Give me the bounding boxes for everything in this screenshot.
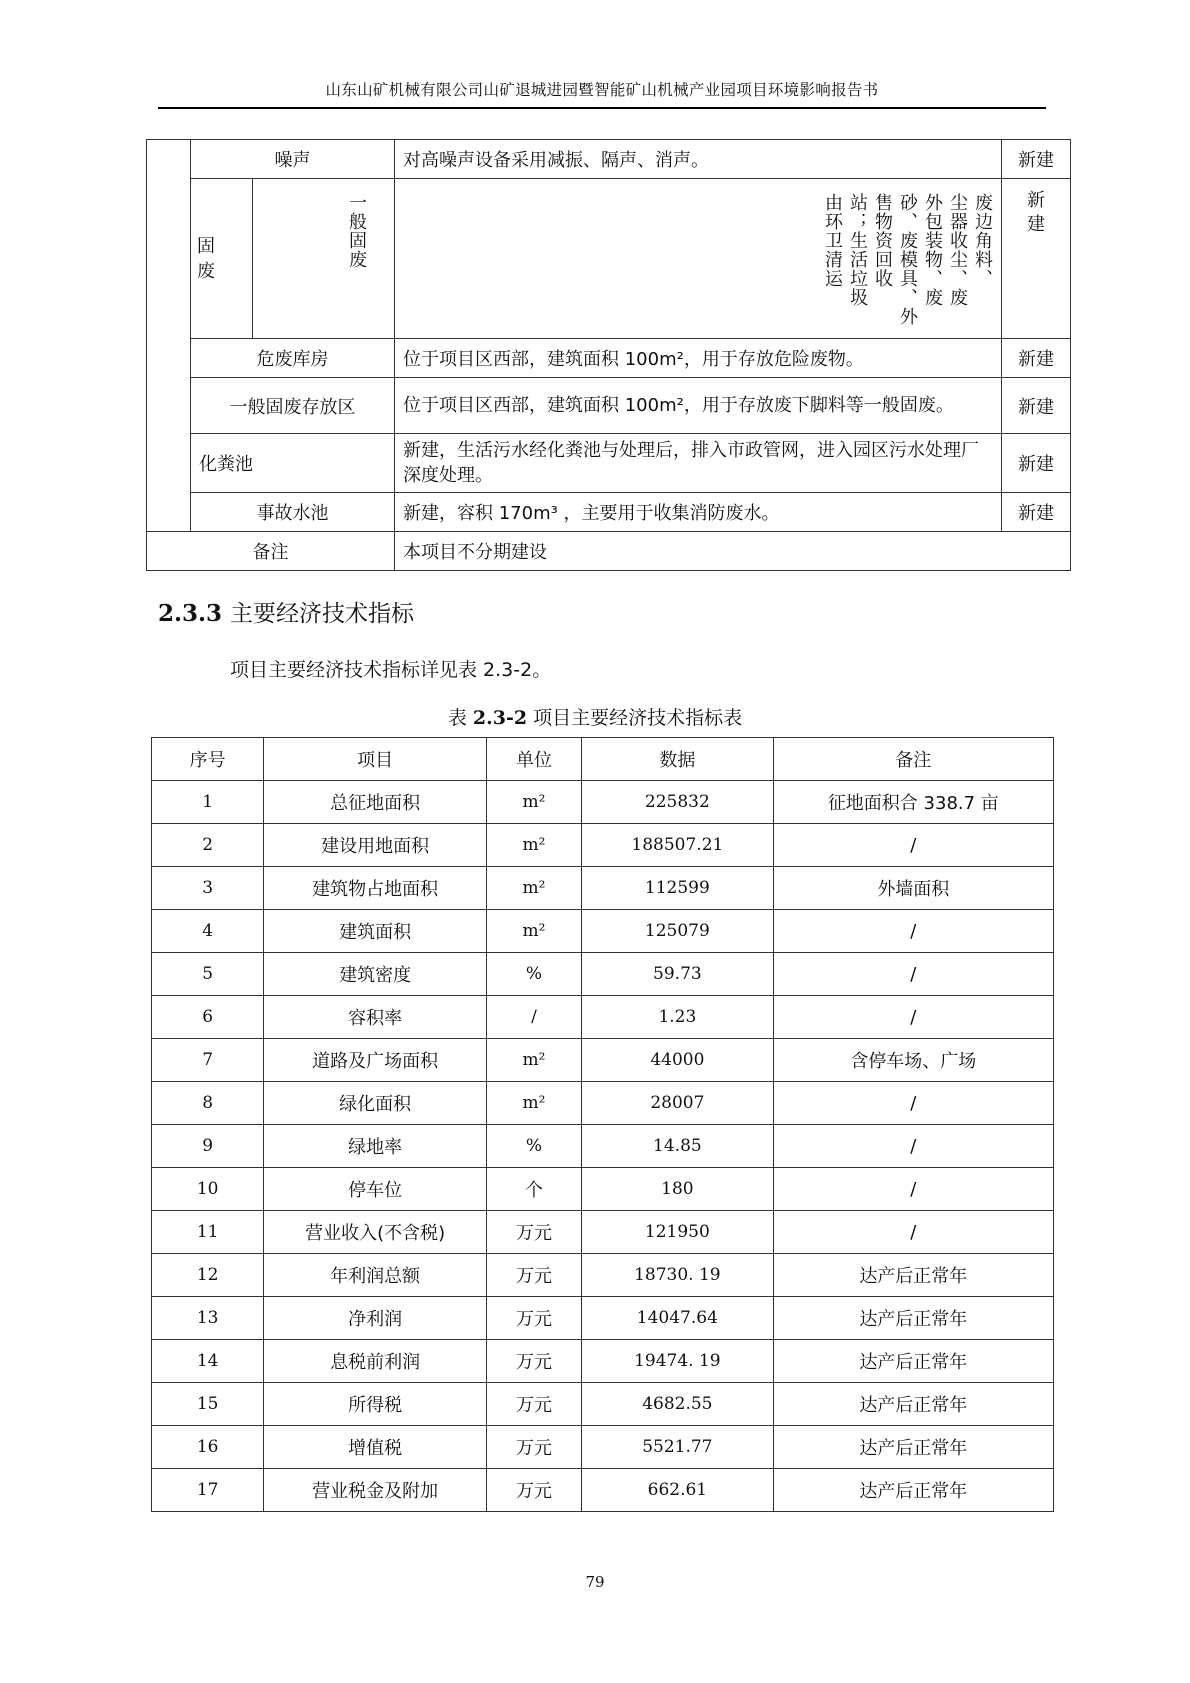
row-number-cell: 7	[152, 1039, 264, 1082]
note-cell: /	[773, 910, 1053, 953]
row-label: 噪声	[191, 140, 395, 179]
unit-cell: m²	[486, 1082, 581, 1125]
value-cell: 14047.64	[582, 1297, 774, 1340]
row-number-cell: 5	[152, 953, 264, 996]
value-cell: 44000	[582, 1039, 774, 1082]
column-header: 单位	[486, 738, 581, 781]
note-cell: 达产后正常年	[773, 1340, 1053, 1383]
row-number-cell: 1	[152, 781, 264, 824]
item-name-cell: 建筑面积	[264, 910, 487, 953]
page-header: 山东山矿机械有限公司山矿退城进园暨智能矿山机械产业园项目环境影响报告书	[325, 81, 879, 99]
table-row	[152, 1039, 1054, 1082]
row-number-cell: 8	[152, 1082, 264, 1125]
item-name-cell: 道路及广场面积	[264, 1039, 487, 1082]
table-header-row	[152, 738, 1054, 781]
note-cell: /	[773, 1168, 1053, 1211]
value-cell: 225832	[582, 781, 774, 824]
item-name-cell: 总征地面积	[264, 781, 487, 824]
row-number-cell: 9	[152, 1125, 264, 1168]
item-name-cell: 营业税金及附加	[264, 1469, 487, 1512]
row-content: 新建，生活污水经化粪池与处理后，排入市政管网，进入园区污水处理厂深度处理。	[395, 434, 1002, 493]
vertical-text-block	[401, 185, 995, 335]
note-cell: /	[773, 1082, 1053, 1125]
row-number-cell: 13	[152, 1297, 264, 1340]
row-content: 新建，容积 170m³ ，主要用于收集消防废水。	[395, 493, 1002, 532]
vertical-text-column: 站；生活垃圾	[847, 193, 868, 307]
table-row	[152, 1125, 1054, 1168]
row-status: 新建	[1002, 140, 1071, 179]
unit-cell: 万元	[486, 1426, 581, 1469]
table-row	[147, 378, 1071, 434]
section-number: 2.3.3	[158, 600, 223, 627]
table-body	[152, 781, 1054, 1512]
table-row	[152, 910, 1054, 953]
table-row	[152, 1082, 1054, 1125]
row-status: 新建	[1002, 339, 1071, 378]
row-number-cell: 12	[152, 1254, 264, 1297]
value-cell: 188507.21	[582, 824, 774, 867]
solid-waste-group-label: 固废	[197, 235, 215, 282]
section-paragraph: 项目主要经济技术指标详见表 2.3-2。	[230, 659, 552, 681]
note-cell: 达产后正常年	[773, 1383, 1053, 1426]
vertical-text-column: 废边角料、	[972, 193, 993, 288]
vertical-text-column: 砂、废模具、外	[897, 193, 918, 326]
category-cell-empty	[147, 140, 191, 532]
note-cell: 达产后正常年	[773, 1254, 1053, 1297]
value-cell: 121950	[582, 1211, 774, 1254]
row-number-cell: 6	[152, 996, 264, 1039]
unit-cell: m²	[486, 910, 581, 953]
item-name-cell: 息税前利润	[264, 1340, 487, 1383]
table-row	[152, 1168, 1054, 1211]
row-label: 备注	[147, 532, 395, 571]
economic-indicators-table	[151, 737, 1054, 1512]
unit-cell: m²	[486, 824, 581, 867]
table-row	[152, 1254, 1054, 1297]
item-name-cell: 所得税	[264, 1383, 487, 1426]
table-row	[152, 867, 1054, 910]
table-row	[152, 953, 1054, 996]
vertical-text-column: 外包装物、废	[922, 193, 943, 307]
page-number: 79	[585, 1573, 605, 1591]
table-row	[152, 1340, 1054, 1383]
unit-cell: m²	[486, 1039, 581, 1082]
unit-cell: %	[486, 1125, 581, 1168]
item-name-cell: 年利润总额	[264, 1254, 487, 1297]
table-row	[152, 1297, 1054, 1340]
item-name-cell: 绿化面积	[264, 1082, 487, 1125]
row-label: 危废库房	[191, 339, 395, 378]
unit-cell: 万元	[486, 1340, 581, 1383]
row-content: 对高噪声设备采用减振、隔声、消声。	[395, 140, 1002, 179]
unit-cell: /	[486, 996, 581, 1039]
column-header: 序号	[152, 738, 264, 781]
row-number-cell: 14	[152, 1340, 264, 1383]
unit-cell: m²	[486, 781, 581, 824]
item-name-cell: 建筑密度	[264, 953, 487, 996]
value-cell: 112599	[582, 867, 774, 910]
table-row	[152, 824, 1054, 867]
row-status-cell	[1002, 179, 1071, 339]
row-status: 新建	[1002, 493, 1071, 532]
header-rule	[158, 107, 1046, 109]
table-row	[152, 1469, 1054, 1512]
table-row	[147, 532, 1071, 571]
column-header: 备注	[773, 738, 1053, 781]
column-header: 数据	[582, 738, 774, 781]
value-cell: 1.23	[582, 996, 774, 1039]
row-number-cell: 16	[152, 1426, 264, 1469]
row-number-cell: 2	[152, 824, 264, 867]
unit-cell: 万元	[486, 1297, 581, 1340]
vertical-text-column: 由环卫清运	[822, 193, 843, 288]
row-content: 位于项目区西部，建筑面积 100m²，用于存放废下脚料等一般固废。	[395, 378, 1002, 434]
unit-cell: %	[486, 953, 581, 996]
row-status: 新建	[1002, 378, 1071, 434]
note-cell: 达产后正常年	[773, 1426, 1053, 1469]
item-name-cell: 建筑物占地面积	[264, 867, 487, 910]
row-number-cell: 11	[152, 1211, 264, 1254]
value-cell: 4682.55	[582, 1383, 774, 1426]
table-row	[152, 1211, 1054, 1254]
unit-cell: 万元	[486, 1469, 581, 1512]
note-cell: 达产后正常年	[773, 1297, 1053, 1340]
value-cell: 28007	[582, 1082, 774, 1125]
value-cell: 59.73	[582, 953, 774, 996]
item-name-cell: 容积率	[264, 996, 487, 1039]
facility-table-continued	[146, 139, 1071, 571]
table-row	[152, 1426, 1054, 1469]
item-name-cell: 净利润	[264, 1297, 487, 1340]
row-label: 事故水池	[191, 493, 395, 532]
table-row	[147, 179, 1071, 339]
value-cell: 662.61	[582, 1469, 774, 1512]
value-cell: 14.85	[582, 1125, 774, 1168]
table-row	[152, 1383, 1054, 1426]
table-caption	[0, 703, 1190, 730]
value-cell: 19474. 19	[582, 1340, 774, 1383]
vertical-text-column: 尘器收尘、废	[947, 193, 968, 307]
solid-waste-group-cell	[191, 179, 253, 339]
row-number-cell: 4	[152, 910, 264, 953]
section-heading	[158, 595, 414, 628]
note-cell: /	[773, 824, 1053, 867]
caption-number: 2.3-2	[472, 707, 528, 729]
caption-prefix: 表	[447, 707, 467, 729]
row-number-cell: 17	[152, 1469, 264, 1512]
value-cell: 180	[582, 1168, 774, 1211]
row-status: 新建	[1027, 190, 1045, 235]
solid-waste-content-cell	[395, 179, 1002, 339]
note-cell: /	[773, 953, 1053, 996]
row-content: 位于项目区西部，建筑面积 100m²，用于存放危险废物。	[395, 339, 1002, 378]
note-cell: 征地面积合 338.7 亩	[773, 781, 1053, 824]
item-name-cell: 营业收入(不含税)	[264, 1211, 487, 1254]
table-row	[152, 996, 1054, 1039]
section-title-text: 主要经济技术指标	[230, 601, 415, 627]
item-name-cell: 建设用地面积	[264, 824, 487, 867]
column-header: 项目	[264, 738, 487, 781]
unit-cell: 万元	[486, 1254, 581, 1297]
row-label: 一般固废存放区	[191, 378, 395, 434]
row-label: 化粪池	[191, 434, 395, 493]
note-cell: /	[773, 1211, 1053, 1254]
row-number-cell: 10	[152, 1168, 264, 1211]
item-name-cell: 增值税	[264, 1426, 487, 1469]
item-name-cell: 停车位	[264, 1168, 487, 1211]
note-cell: 外墙面积	[773, 867, 1053, 910]
unit-cell: 个	[486, 1168, 581, 1211]
value-cell: 18730. 19	[582, 1254, 774, 1297]
vertical-text-column: 售物资回收	[872, 193, 893, 288]
note-cell: 含停车场、广场	[773, 1039, 1053, 1082]
unit-cell: m²	[486, 867, 581, 910]
value-cell: 5521.77	[582, 1426, 774, 1469]
unit-cell: 万元	[486, 1211, 581, 1254]
row-number-cell: 15	[152, 1383, 264, 1426]
table-row	[147, 140, 1071, 179]
note-cell: /	[773, 1125, 1053, 1168]
unit-cell: 万元	[486, 1383, 581, 1426]
note-cell: /	[773, 996, 1053, 1039]
table-row	[152, 781, 1054, 824]
row-number-cell: 3	[152, 867, 264, 910]
table-row	[147, 339, 1071, 378]
row-content: 本项目不分期建设	[395, 532, 1071, 571]
value-cell: 125079	[582, 910, 774, 953]
table-row	[147, 434, 1071, 493]
table-row	[147, 493, 1071, 532]
note-cell: 达产后正常年	[773, 1469, 1053, 1512]
general-solid-waste-label: 一般固废	[346, 193, 367, 269]
general-solid-waste-cell	[253, 179, 395, 339]
row-status: 新建	[1002, 434, 1071, 493]
caption-title: 项目主要经济技术指标表	[533, 707, 743, 729]
item-name-cell: 绿地率	[264, 1125, 487, 1168]
